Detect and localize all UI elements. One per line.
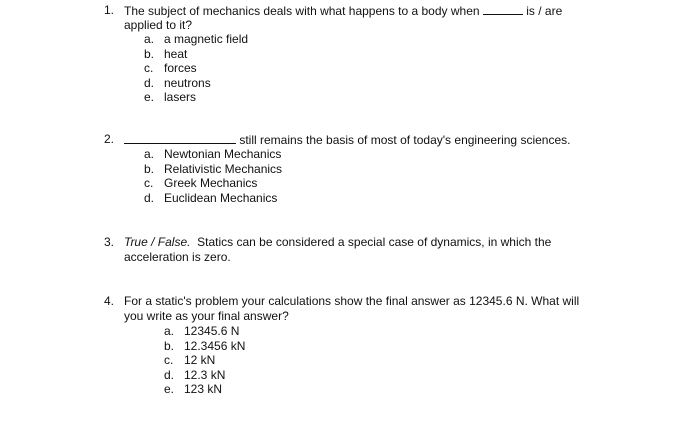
option-letter: b. — [164, 338, 175, 353]
option-letter: d. — [144, 190, 155, 205]
option-letter: b. — [144, 161, 155, 176]
option-a[interactable] — [144, 147, 281, 162]
question-number: 2. — [104, 132, 115, 146]
option-letter: a. — [144, 147, 155, 161]
option-text: 12.3 kN — [184, 367, 226, 382]
option-a[interactable] — [164, 324, 239, 339]
question-number: 3. — [104, 235, 115, 249]
option-c[interactable] — [164, 353, 215, 368]
option-letter: b. — [144, 46, 155, 61]
answer-blank — [124, 132, 236, 144]
question-text-line — [124, 235, 551, 250]
true-false-label: True / False. — [124, 235, 191, 249]
question-text-line: you write as your final answer? — [124, 308, 289, 323]
question-text: The subject of mechanics deals with what happens to a body when — [124, 4, 480, 18]
option-text: 12345.6 N — [184, 324, 240, 338]
option-e[interactable] — [164, 382, 222, 397]
question-text: still remains the basis of most of today's engineering sciences. — [239, 133, 571, 147]
question-text: is / are — [526, 4, 563, 18]
option-letter: c. — [144, 176, 154, 190]
option-text: forces — [164, 61, 197, 75]
answer-blank — [483, 3, 523, 15]
option-d[interactable] — [144, 191, 277, 206]
option-text: heat — [164, 46, 188, 61]
option-letter: a. — [164, 324, 175, 338]
question-text-line: For a static's problem your calculations show the final answer as 12345.6 N. What will — [124, 294, 580, 308]
option-d[interactable] — [144, 76, 211, 91]
question-text-line: acceleration is zero. — [124, 249, 231, 264]
option-e[interactable] — [144, 90, 196, 105]
option-letter: d. — [144, 75, 155, 90]
option-text: neutrons — [164, 75, 211, 90]
option-text: lasers — [164, 90, 197, 104]
option-letter: c. — [144, 61, 154, 75]
option-a[interactable] — [144, 32, 248, 47]
option-d[interactable] — [164, 368, 225, 383]
option-text: 123 kN — [184, 382, 223, 396]
question-number: 4. — [104, 294, 115, 308]
option-letter: e. — [164, 382, 175, 396]
option-letter: d. — [164, 367, 175, 382]
option-text: 12 kN — [184, 353, 216, 367]
question-text-line: applied to it? — [124, 17, 193, 32]
option-letter: a. — [144, 32, 155, 46]
option-text: Relativistic Mechanics — [164, 161, 283, 176]
option-text: a magnetic field — [164, 32, 249, 46]
question-text-line — [124, 132, 570, 148]
question-number: 1. — [104, 3, 115, 17]
option-text: Newtonian Mechanics — [164, 147, 282, 161]
question-text-line — [124, 3, 562, 19]
option-c[interactable] — [144, 61, 197, 76]
option-text: Euclidean Mechanics — [164, 190, 278, 205]
option-letter: c. — [164, 353, 174, 367]
option-b[interactable] — [144, 162, 282, 177]
option-text: 12.3456 kN — [184, 338, 246, 353]
option-b[interactable] — [144, 47, 187, 62]
option-text: Greek Mechanics — [164, 176, 258, 190]
option-c[interactable] — [144, 176, 257, 191]
option-b[interactable] — [164, 339, 245, 354]
question-text: Statics can be considered a special case of dynamics, in which the — [197, 235, 552, 249]
option-letter: e. — [144, 90, 155, 104]
